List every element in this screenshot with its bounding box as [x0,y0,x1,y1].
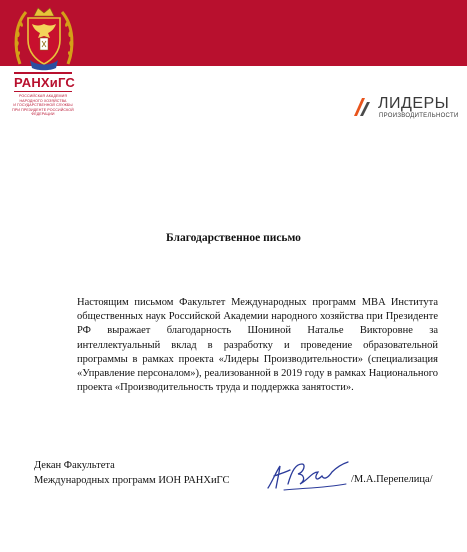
ranepa-logo-name: РАНХиГС [14,72,72,92]
ranepa-emblem-icon [12,4,76,72]
letter-title: Благодарственное письмо [166,232,301,244]
leaders-logo [352,96,462,122]
signature-position-line-2: Международных программ ИОН РАНХиГС [34,474,230,486]
leaders-mark-icon [352,96,374,118]
handwritten-signature-icon [264,458,350,494]
ranepa-logo-subtitle: РОССИЙСКАЯ АКАДЕМИЯ НАРОДНОГО ХОЗЯЙСТВА И ГОСУДАРСТВЕННОЙ СЛУЖБЫ ПРИ ПРЕЗИДЕНТЕ РОССИЙСКОЙ ФЕДЕРАЦИИ [12,94,74,117]
signer-name: /М.А.Перепелица/ [351,474,433,485]
signature-position [34,459,230,488]
leaders-logo-subtitle: ПРОИЗВОДИТЕЛЬНОСТИ [379,113,459,119]
letter-body: Настоящим письмом Факультет Международных программ MBA Института общественных наук Российской Академии народного хозяйства при Президенте РФ выражает благодарность Шониной Наталье Викторовне за интеллектуальный вклад в разработку и проведение образовательной программы в рамках проекта «Лидеры Производительности» (специализация «Управление персоналом»), реализованной в 2019 году в рамках Национального проекта «Производительность труда и поддержка занятости». [77,297,438,394]
leaders-logo-title: ЛИДЕРЫ [378,95,450,112]
signature-position-line-1: Декан Факультета [34,460,115,471]
ranepa-logo [10,72,76,132]
